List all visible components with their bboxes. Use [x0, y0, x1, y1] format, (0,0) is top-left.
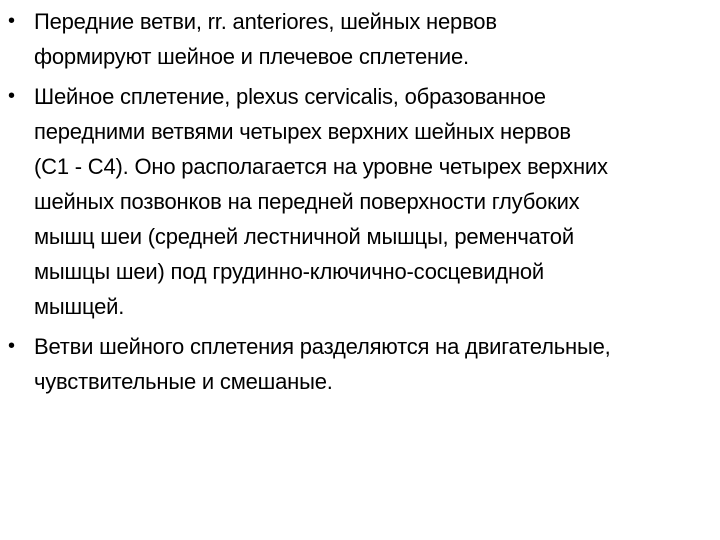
bullet-3-line-2: чувствительные и смешаные. [34, 369, 333, 394]
bullet-2-line-3: (С1 - С4). Оно располагается на уровне четырех верхних [34, 154, 608, 179]
bullet-marker: • [8, 335, 15, 357]
bullet-item-2 [8, 79, 714, 324]
bullet-2-line-5: мышц шеи (средней лестничной мышцы, ременчатой [34, 224, 574, 249]
bullet-2-line-1: Шейное сплетение, plexus cervicalis, образованное [34, 84, 546, 109]
bullet-marker: • [8, 85, 15, 107]
bullet-item-3 [8, 329, 714, 399]
bullet-1-line-1: Передние ветви, rr. anteriores, шейных нервов [34, 9, 497, 34]
bullet-2-line-7: мышцей. [34, 294, 125, 319]
bullet-list [8, 4, 714, 404]
bullet-2-line-6: мышцы шеи) под грудинно-ключично-сосцевидной [34, 259, 545, 284]
bullet-item-1 [8, 4, 714, 74]
bullet-1-line-2: формируют шейное и плечевое сплетение. [34, 44, 469, 69]
bullet-2-line-4: шейных позвонков на передней поверхности глубоких [34, 189, 580, 214]
bullet-2-line-2: передними ветвями четырех верхних шейных нервов [34, 119, 571, 144]
bullet-marker: • [8, 10, 15, 32]
bullet-3-line-1: Ветви шейного сплетения разделяются на двигательные, [34, 334, 611, 359]
